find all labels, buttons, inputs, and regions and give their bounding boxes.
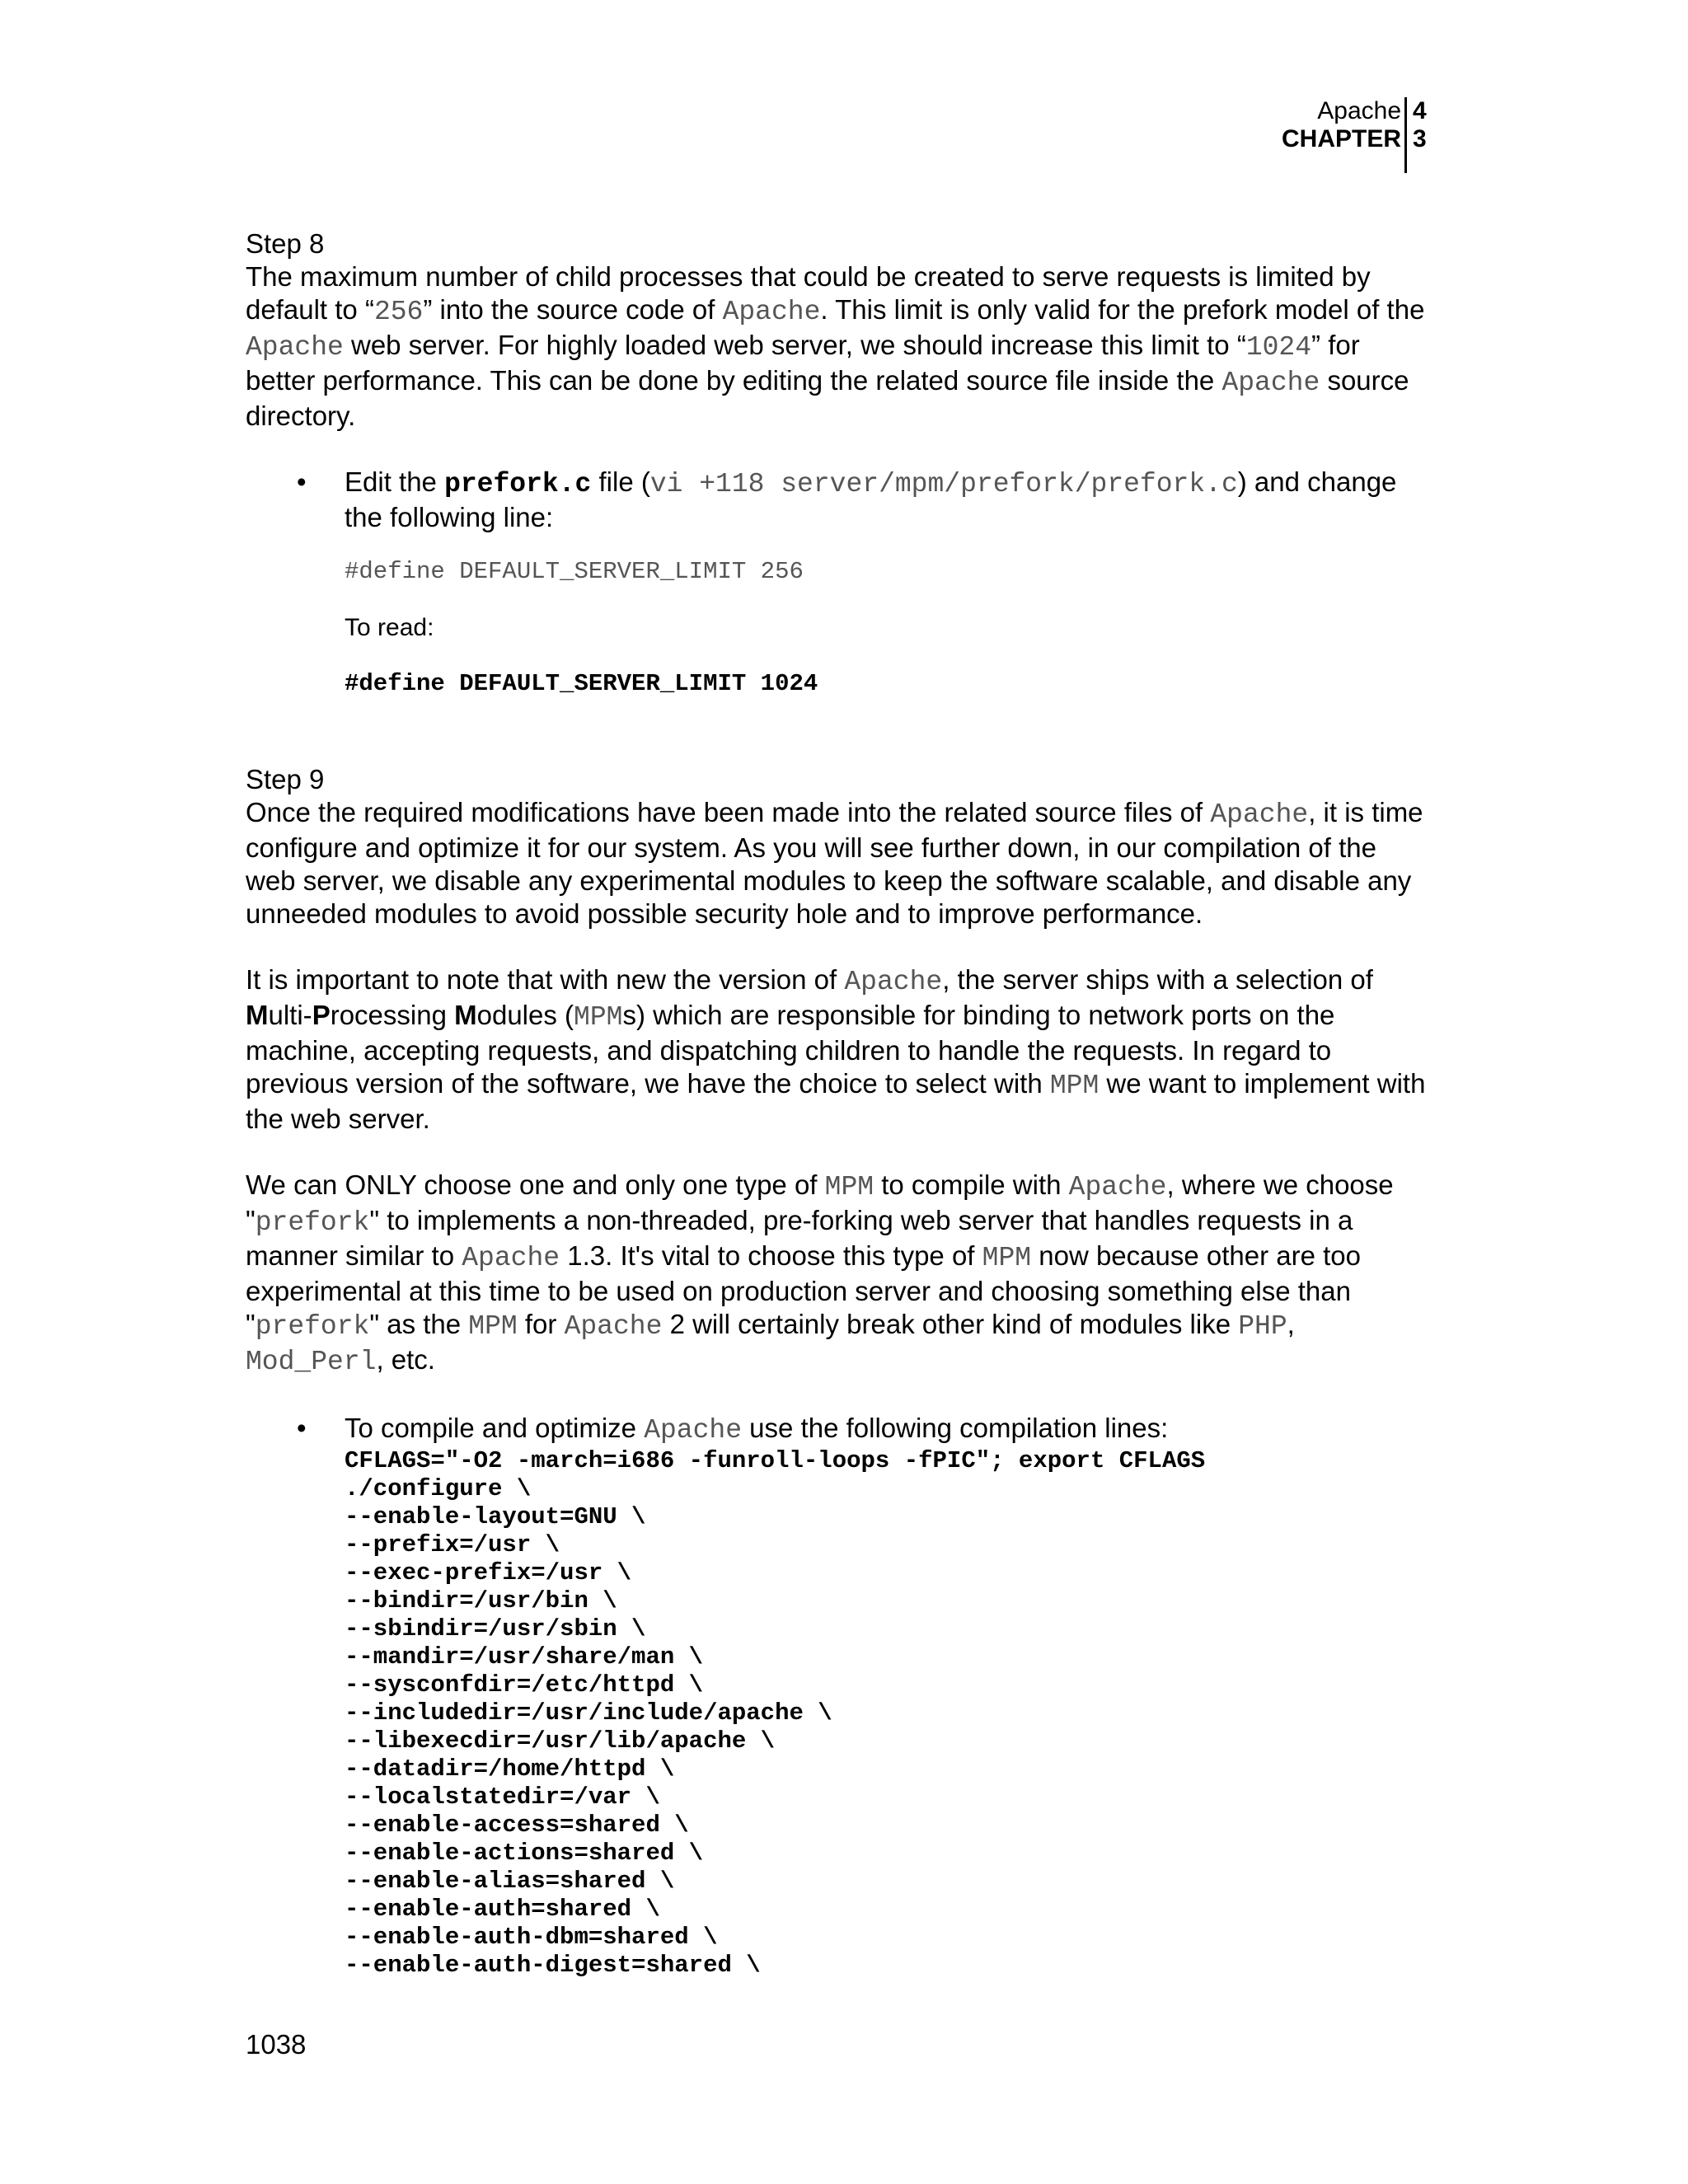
code-original: #define DEFAULT_SERVER_LIMIT 256 bbox=[345, 558, 804, 585]
page-number: 1038 bbox=[246, 2029, 307, 2060]
page-body bbox=[246, 227, 1432, 1980]
compile-line: --libexecdir=/usr/lib/apache \ bbox=[345, 1727, 776, 1755]
compile-line: ./configure \ bbox=[345, 1475, 532, 1502]
compile-line: --enable-layout=GNU \ bbox=[345, 1503, 646, 1530]
header-chapter-label: CHAPTER bbox=[1281, 125, 1401, 152]
compile-line: --enable-auth-digest=shared \ bbox=[345, 1952, 761, 1979]
compile-line: --exec-prefix=/usr \ bbox=[345, 1559, 632, 1586]
compile-line: --bindir=/usr/bin \ bbox=[345, 1587, 617, 1615]
header-number-bottom: 3 bbox=[1413, 125, 1427, 152]
step9-paragraph-2: It is important to note that with new the version of Apache, the server ships with a selection of Multi-Processing Modules (MPMs) which are responsible for binding to network ports on the machine, accepting requests, and dispatching children to handle the requests. In regard to previous version of the software, we have the choice to select with MPM we want to implement with the web server. bbox=[246, 964, 1426, 1134]
step9-paragraph-1: Once the required modifications have been made into the related source files of Apache, it is time configure and optimize it for our system. As you will see further down, in our compilation of the web server, we disable any experimental modules to keep the software scalable, and disable any unneeded modules to avoid possible security hole and to improve performance. bbox=[246, 797, 1423, 929]
header-number-top: 4 bbox=[1413, 97, 1427, 124]
step8-heading: Step 8 bbox=[246, 228, 325, 259]
step9-bullet: • To compile and optimize Apache use the following compilation lines: CFLAGS="-O2 -march=i686 -funroll-loops -fPIC"; export CFLAGS ./configure \ --enable-layout=GNU \ --prefix=/usr \ --exec-prefix=/usr \ --bindir=/usr/bin \ --sbindir=/usr/sbin \ --mandir=/usr/share/man \ --sysconfdir=/etc/httpd \ --includedir=/usr/include/apache \ --libexecdir=/usr/lib/apache \ --datadir=/home/httpd \ --localstatedir=/var \ --enable-access=shared \ --enable-actions=shared \ --enable-alias=shared \ --enable-auth=shared \ --enable-auth-dbm=shared \ --enable-auth-digest=shared \ bbox=[246, 1412, 1432, 1980]
header-title: Apache bbox=[1317, 97, 1401, 124]
compile-line: --enable-access=shared \ bbox=[345, 1811, 689, 1839]
step9-paragraph-3: We can ONLY choose one and only one type of MPM to compile with Apache, where we choose "prefork" to implements a non-threaded, pre-forking web server that handles requests in a manner similar to Apache 1.3. It's vital to choose this type of MPM now because other are too experimental at this time to be used on production server and choosing something else than "prefork" as the MPM for Apache 2 will certainly break other kind of modules like PHP, Mod_Perl, etc. bbox=[246, 1169, 1394, 1377]
step9-heading: Step 9 bbox=[246, 764, 325, 794]
running-header bbox=[1269, 97, 1451, 173]
compile-line: --includedir=/usr/include/apache \ bbox=[345, 1699, 832, 1727]
step8-paragraph: The maximum number of child processes that could be created to serve requests is limited by default to “256” into the source code of Apache. This limit is only valid for the prefork model of the Apache web server. For highly loaded web server, we should increase this limit to “1024” for better performance. This can be done by editing the related source file inside the Apache source directory. bbox=[246, 261, 1425, 431]
compile-line: --prefix=/usr \ bbox=[345, 1531, 560, 1558]
compile-line: CFLAGS="-O2 -march=i686 -funroll-loops -fPIC"; export CFLAGS bbox=[345, 1447, 1206, 1474]
header-divider bbox=[1404, 97, 1407, 173]
compile-line: --datadir=/home/httpd \ bbox=[345, 1755, 675, 1783]
compile-line: --sbindir=/usr/sbin \ bbox=[345, 1615, 646, 1643]
compile-line: --enable-alias=shared \ bbox=[345, 1868, 675, 1895]
compile-line: --sysconfdir=/etc/httpd \ bbox=[345, 1671, 704, 1699]
bullet-icon: • bbox=[297, 466, 307, 497]
to-read-label: To read: bbox=[345, 614, 434, 641]
step8-bullet: • Edit the prefork.c file (vi +118 server/mpm/prefork/prefork.c) and change the following line: #define DEFAULT_SERVER_LIMIT 256 To read: #define DEFAULT_SERVER_LIMIT 1024 bbox=[246, 466, 1432, 699]
edit-command: vi +118 server/mpm/prefork/prefork.c bbox=[649, 469, 1238, 499]
compile-line: --enable-auth=shared \ bbox=[345, 1896, 660, 1923]
code-modified: #define DEFAULT_SERVER_LIMIT 1024 bbox=[345, 670, 818, 697]
compile-line: --localstatedir=/var \ bbox=[345, 1783, 660, 1811]
compile-line: --enable-auth-dbm=shared \ bbox=[345, 1924, 718, 1951]
compile-line: --enable-actions=shared \ bbox=[345, 1840, 704, 1867]
file-name: prefork.c bbox=[444, 469, 592, 499]
compile-code-block bbox=[345, 1447, 1432, 1980]
bullet-icon: • bbox=[297, 1413, 307, 1443]
compile-line: --mandir=/usr/share/man \ bbox=[345, 1643, 704, 1671]
